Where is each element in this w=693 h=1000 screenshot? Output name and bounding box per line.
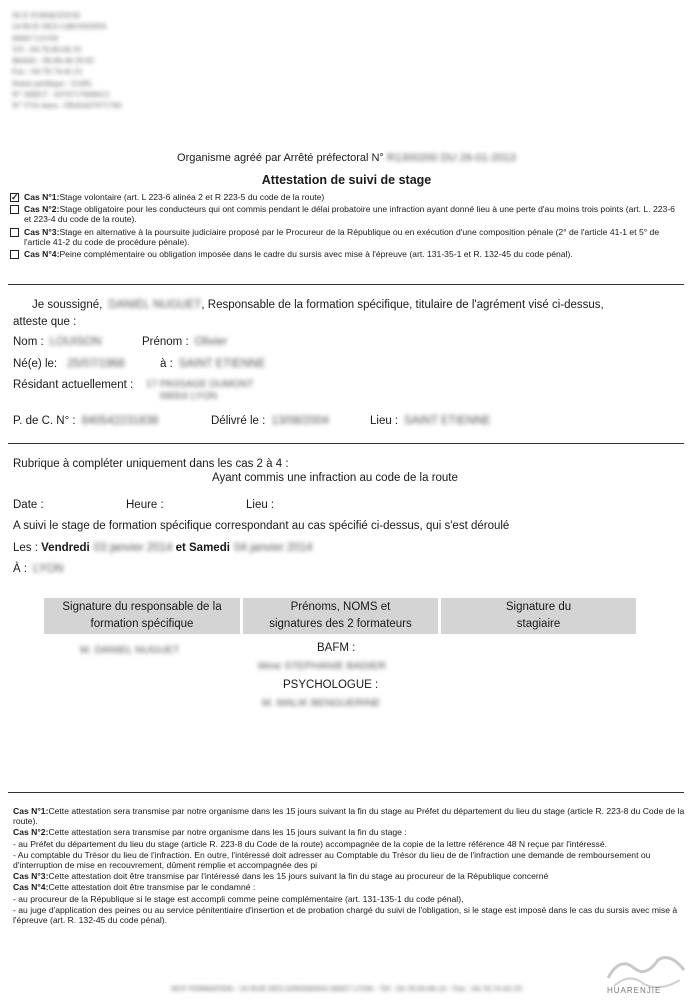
checkbox[interactable] bbox=[10, 250, 19, 259]
transmission-notes bbox=[13, 806, 685, 926]
declaration-prefix: Je soussigné, bbox=[32, 299, 103, 311]
case-label: Cas N°4: bbox=[24, 249, 60, 260]
header-line: Signature du responsable de la bbox=[62, 601, 222, 613]
declaration-line bbox=[32, 299, 604, 311]
note-text: - au procureur de la République si le stage est accompli comme peine complémentaire (art. 131-135-1 du code pénal), bbox=[13, 893, 464, 904]
company-line: Statut juridique : SARL bbox=[12, 77, 93, 88]
note-text: Cette attestation sera transmise par notre organisme dans les 15 jours suivant la fin du stage : bbox=[48, 827, 407, 838]
note-item bbox=[13, 850, 685, 870]
document-title: Attestation de suivi de stage bbox=[261, 173, 432, 187]
permis-value: 840542231838 bbox=[81, 415, 159, 427]
note-label: Cas N°2: bbox=[13, 827, 49, 838]
case-list bbox=[10, 192, 680, 261]
note-item bbox=[13, 839, 685, 849]
note-label: Cas N°3: bbox=[13, 871, 49, 882]
signature-header-stagiaire bbox=[441, 598, 636, 634]
day2-label: Samedi bbox=[189, 542, 230, 554]
note-label: Cas N°4: bbox=[13, 882, 49, 893]
checkbox-checked[interactable]: ✓ bbox=[11, 192, 19, 202]
note-item bbox=[13, 827, 685, 837]
note-text: - au Préfet du département du lieu du stage (article R. 223-8 du Code de la route) accompagnée de la copie de la lettre référence 48 N reçue par l'intéressé. bbox=[13, 838, 608, 849]
rubrique-subtitle: Ayant commis une infraction au code de la route bbox=[212, 472, 458, 484]
note-text: - Au comptable du Trésor du lieu de l'infraction. En outre, l'intéressé doit adresser au Comptable du Trésor du lieu de de l'infraction une demande de remboursement ou d'interruption de mise en recouvrement, dûment remplie et accompagnée des pi bbox=[13, 849, 651, 871]
case-item bbox=[10, 204, 680, 224]
nom-value: LOUISON bbox=[49, 336, 102, 348]
stage-place bbox=[13, 563, 64, 575]
lieu-label: Lieu : bbox=[370, 415, 399, 427]
case-text: Stage obligatoire pour les conducteurs qui ont commis pendant le délai probatoire une infraction ayant donné lieu à une perte d'au moins trois points (art. L. 223-6 et 223-4 du code de la route). bbox=[24, 204, 675, 225]
nom-label: Nom : bbox=[13, 336, 44, 348]
birth-label: Né(e) le: bbox=[13, 358, 58, 370]
permis-field bbox=[13, 415, 158, 427]
watermark-text: HUARENJIE bbox=[607, 986, 662, 995]
psychologue-label: PSYCHOLOGUE : bbox=[283, 679, 379, 691]
birthplace-label: à : bbox=[160, 358, 173, 370]
case-item bbox=[10, 227, 680, 247]
company-line: N° TVA Intra : FR45437071760 bbox=[12, 100, 122, 111]
prenom-value: Olivier bbox=[194, 336, 228, 348]
responsable-signature: M. DANIEL NUGUET bbox=[80, 644, 180, 656]
case-label: Cas N°2: bbox=[24, 204, 60, 215]
company-line: N° SIRET : 4370717600013 bbox=[12, 89, 109, 100]
address-line: 17 PASSAGE DUMONT bbox=[146, 379, 254, 390]
divider bbox=[8, 284, 684, 285]
header-line: signatures des 2 formateurs bbox=[269, 618, 412, 630]
birth-date: 25/07/1968 bbox=[67, 358, 125, 370]
address-field bbox=[13, 379, 133, 391]
company-line: 69007 LYON bbox=[12, 32, 59, 43]
day2-value: 04 janvier 2014 bbox=[233, 542, 313, 554]
case-label: Cas N°3: bbox=[24, 226, 60, 237]
company-line: NCF FORMATION bbox=[12, 10, 81, 20]
heure-label: Heure : bbox=[126, 499, 164, 511]
case-text: Stage en alternative à la poursuite judiciaire proposé par le Procureur de la République ou en exécution d'une composition pénale (2° de l'article 41-1 et 5° de l'article 41-2 du code de procédure pénale). bbox=[24, 226, 660, 247]
note-item bbox=[13, 871, 685, 881]
header-line: formation spécifique bbox=[90, 618, 194, 630]
header-line: stagiaire bbox=[516, 618, 561, 630]
day1-value: 03 janvier 2014 bbox=[93, 542, 173, 554]
birthplace-field bbox=[160, 358, 266, 370]
delivre-value: 13/08/2004 bbox=[271, 415, 329, 427]
permis-label: P. de C. N° : bbox=[13, 415, 76, 427]
case-label: Cas N°1: bbox=[24, 192, 60, 202]
prenom-label: Prénom : bbox=[142, 336, 189, 348]
note-label: Cas N°1: bbox=[13, 806, 49, 816]
declaration-line2: atteste que : bbox=[13, 316, 77, 328]
address-label: Résidant actuellement : bbox=[13, 379, 134, 391]
note-text: - au juge d'application des peines ou au service pénitentiaire d'insertion et de probation chargé du suivi de l'obligation, si le stage est imposé dans le cas du sursis avec mise à l'épreuve (art. R. 132-45 du code pénal). bbox=[13, 904, 678, 926]
signature-table bbox=[44, 598, 636, 634]
case-text: Stage volontaire (art. L 223-6 alinéa 2 et R 223-5 du code de la route) bbox=[59, 192, 325, 202]
les-label: Les : bbox=[13, 542, 38, 554]
company-line: Fax : 04.78.74.42.25 bbox=[12, 66, 83, 77]
address-value bbox=[146, 379, 254, 403]
rubrique-title: Rubrique à compléter uniquement dans les cas 2 à 4 : bbox=[13, 458, 289, 470]
header-line: Signature du bbox=[505, 601, 572, 613]
note-item bbox=[13, 905, 685, 925]
approval-line bbox=[0, 152, 693, 164]
company-header bbox=[12, 10, 182, 112]
day1-label: Vendredi bbox=[41, 542, 90, 554]
delivre-field bbox=[211, 415, 329, 427]
company-line: Mobile : 06.86.46.50.92 bbox=[12, 55, 95, 66]
declaration-suffix: , Responsable de la formation spécifique, titulaire de l'agrément visé ci-dessus, bbox=[201, 299, 604, 311]
checkbox[interactable] bbox=[10, 205, 19, 214]
note-item bbox=[13, 882, 685, 892]
birth-field bbox=[13, 358, 125, 370]
page-footer: NCF FORMATION - 24 RUE DES GIRONDINS 69007 LYON - Tél : 04.78.00.68.10 - Fax : 04.78.74.42.25 bbox=[171, 984, 522, 993]
bafm-label: BAFM : bbox=[317, 642, 356, 654]
signature-header-responsable bbox=[44, 598, 240, 634]
note-text: Cette attestation doit être transmise par l'intéressé dans les 15 jours suivant la fin du stage au procureur de la République concerné bbox=[48, 871, 549, 882]
a-value: LYON bbox=[33, 563, 64, 575]
approval-number: R1300200 DU 26-01-2013 bbox=[386, 152, 516, 164]
infraction-lieu-label: Lieu : bbox=[246, 499, 275, 511]
note-item bbox=[13, 806, 685, 826]
birthplace-value: SAINT ETIENNE bbox=[178, 358, 266, 370]
note-item bbox=[13, 894, 685, 904]
responsible-name: DANIEL NUGUET bbox=[108, 299, 202, 311]
prenom-field bbox=[142, 336, 227, 348]
address-line: 69004 LYON bbox=[160, 391, 218, 402]
note-text: Cette attestation sera transmise par notre organisme dans les 15 jours suivant la fin du stage au Préfet du département du lieu du stage (article R. 223-8 du Code de la route). bbox=[13, 806, 685, 827]
case-item bbox=[10, 192, 680, 202]
nom-field bbox=[13, 336, 101, 348]
signature-header-formateurs bbox=[243, 598, 438, 634]
company-line: Tél : 04.78.00.68.10 bbox=[12, 43, 81, 54]
delivre-label: Délivré le : bbox=[211, 415, 266, 427]
header-line: Prénoms, NOMS et bbox=[290, 601, 391, 613]
approval-prefix: Organisme agréé par Arrêté préfectoral N° bbox=[177, 152, 384, 164]
checkbox[interactable] bbox=[10, 228, 19, 237]
suivi-text: A suivi le stage de formation spécifique correspondant au cas spécifié ci-dessus, qui s'est déroulé bbox=[13, 520, 510, 532]
et-label: et bbox=[175, 542, 186, 554]
lieu-value: SAINT ETIENNE bbox=[404, 415, 491, 427]
stage-dates bbox=[13, 542, 313, 554]
case-item bbox=[10, 249, 680, 259]
date-label: Date : bbox=[13, 499, 44, 511]
divider bbox=[8, 443, 684, 444]
lieu-field bbox=[370, 415, 491, 427]
psychologue-name: M. MALIK BENGUERINE bbox=[262, 697, 381, 709]
divider bbox=[8, 792, 684, 793]
case-text: Peine complémentaire ou obligation imposée dans le cadre du sursis avec mise à l'épreuve (art. 131-35-1 et R. 132-45 du code pénal). bbox=[59, 249, 573, 260]
note-text: Cette attestation doit être transmise par le condamné : bbox=[48, 882, 256, 893]
a-label: À : bbox=[13, 563, 28, 575]
company-line: 24 RUE DES GIRONDINS bbox=[12, 21, 107, 32]
bafm-name: Mme STEPHANIE BADIER bbox=[258, 660, 386, 672]
